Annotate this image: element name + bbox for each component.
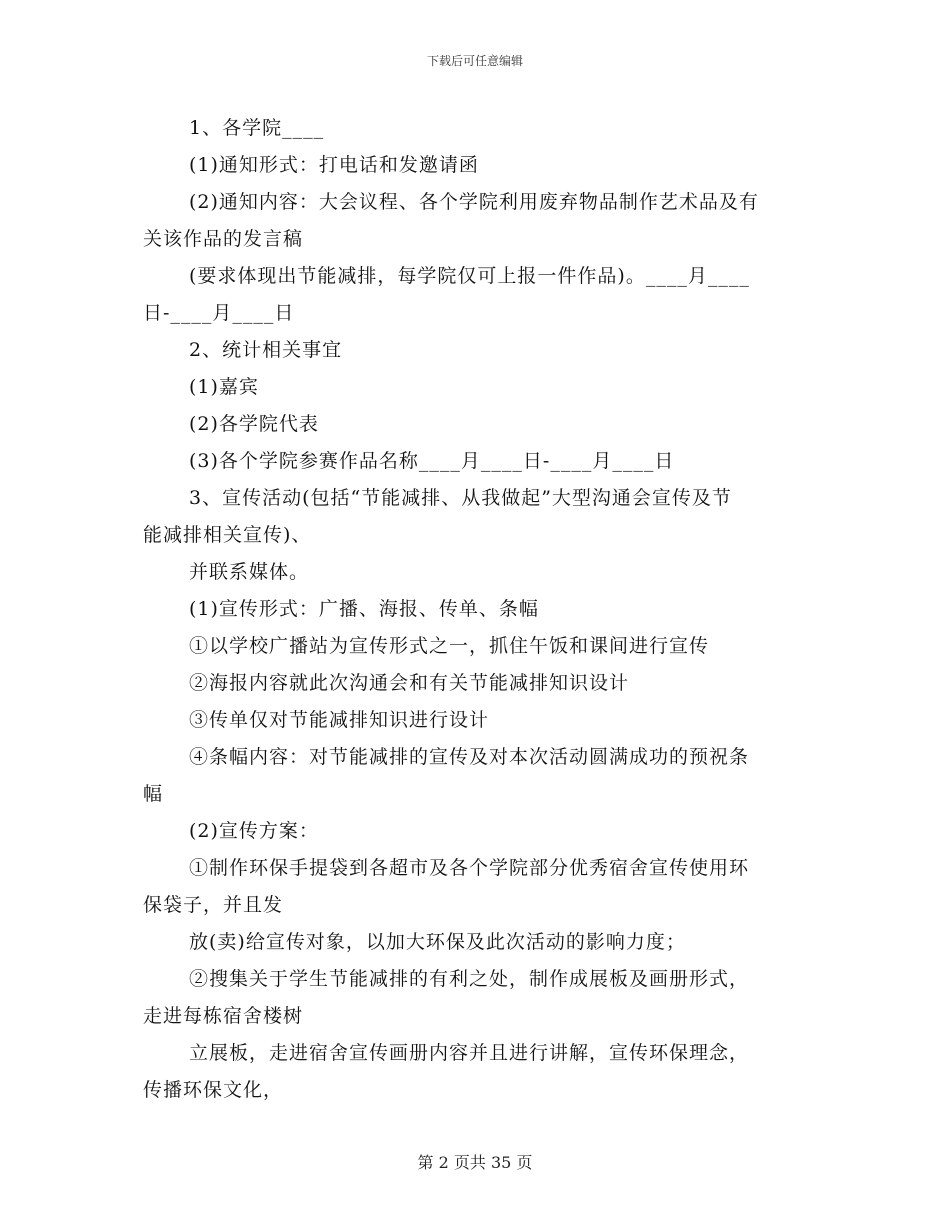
body-line: ①制作环保手提袋到各超市及各个学院部分优秀宿舍宣传使用环 [189,857,750,879]
body-line: ②海报内容就此次沟通会和有关节能减排知识设计 [189,672,630,694]
body-line: 关该作品的发言稿 [143,228,304,250]
body-line: 1、各学院____ [189,117,325,139]
body-line: 日-____月____日 [143,302,295,324]
body-line: 能减排相关宣传)、 [143,524,312,546]
body-line: 3、宣传活动(包括“节能减排、从我做起”大型沟通会宣传及节 [189,487,732,509]
page-number: 第 2 页共 35 页 [417,1153,533,1172]
body-line: (要求体现出节能减排，每学院仅可上报一件作品)。____月____ [189,265,750,287]
body-line: ③传单仅对节能减排知识进行设计 [189,709,490,731]
body-line: ④条幅内容：对节能减排的宣传及对本次活动圆满成功的预祝条 [189,746,750,768]
body-line: (1)嘉宾 [189,376,259,398]
body-line: 走进每栋宿舍楼树 [143,1005,304,1027]
body-line: 放(卖)给宣传对象，以加大环保及此次活动的影响力度； [189,931,686,953]
body-line: 幅 [143,783,164,805]
body-line: (1)通知形式：打电话和发邀请函 [189,154,479,176]
body-line: (1)宣传形式：广播、海报、传单、条幅 [189,598,539,620]
body-line: ①以学校广播站为宣传形式之一，抓住午饭和课间进行宣传 [189,635,710,657]
body-line: 2、统计相关事宜 [189,339,343,361]
body-line: 保袋子，并且发 [143,894,284,916]
body-line: (2)各学院代表 [189,413,319,435]
body-line: 并联系媒体。 [189,561,310,583]
body-line: 立展板，走进宿舍宣传画册内容并且进行讲解，宣传环保理念， [189,1042,750,1064]
body-line: (2)宣传方案： [189,820,319,842]
body-line: (2)通知内容：大会议程、各个学院利用废弃物品制作艺术品及有 [189,191,759,213]
document-body [143,110,808,1109]
body-line: (3)各个学院参赛作品名称____月____日-____月____日 [189,450,675,472]
body-line: 传播环保文化， [143,1079,284,1101]
body-line: ②搜集关于学生节能减排的有利之处，制作成展板及画册形式， [189,968,750,990]
page-header: 下载后可任意编辑 [426,54,523,68]
